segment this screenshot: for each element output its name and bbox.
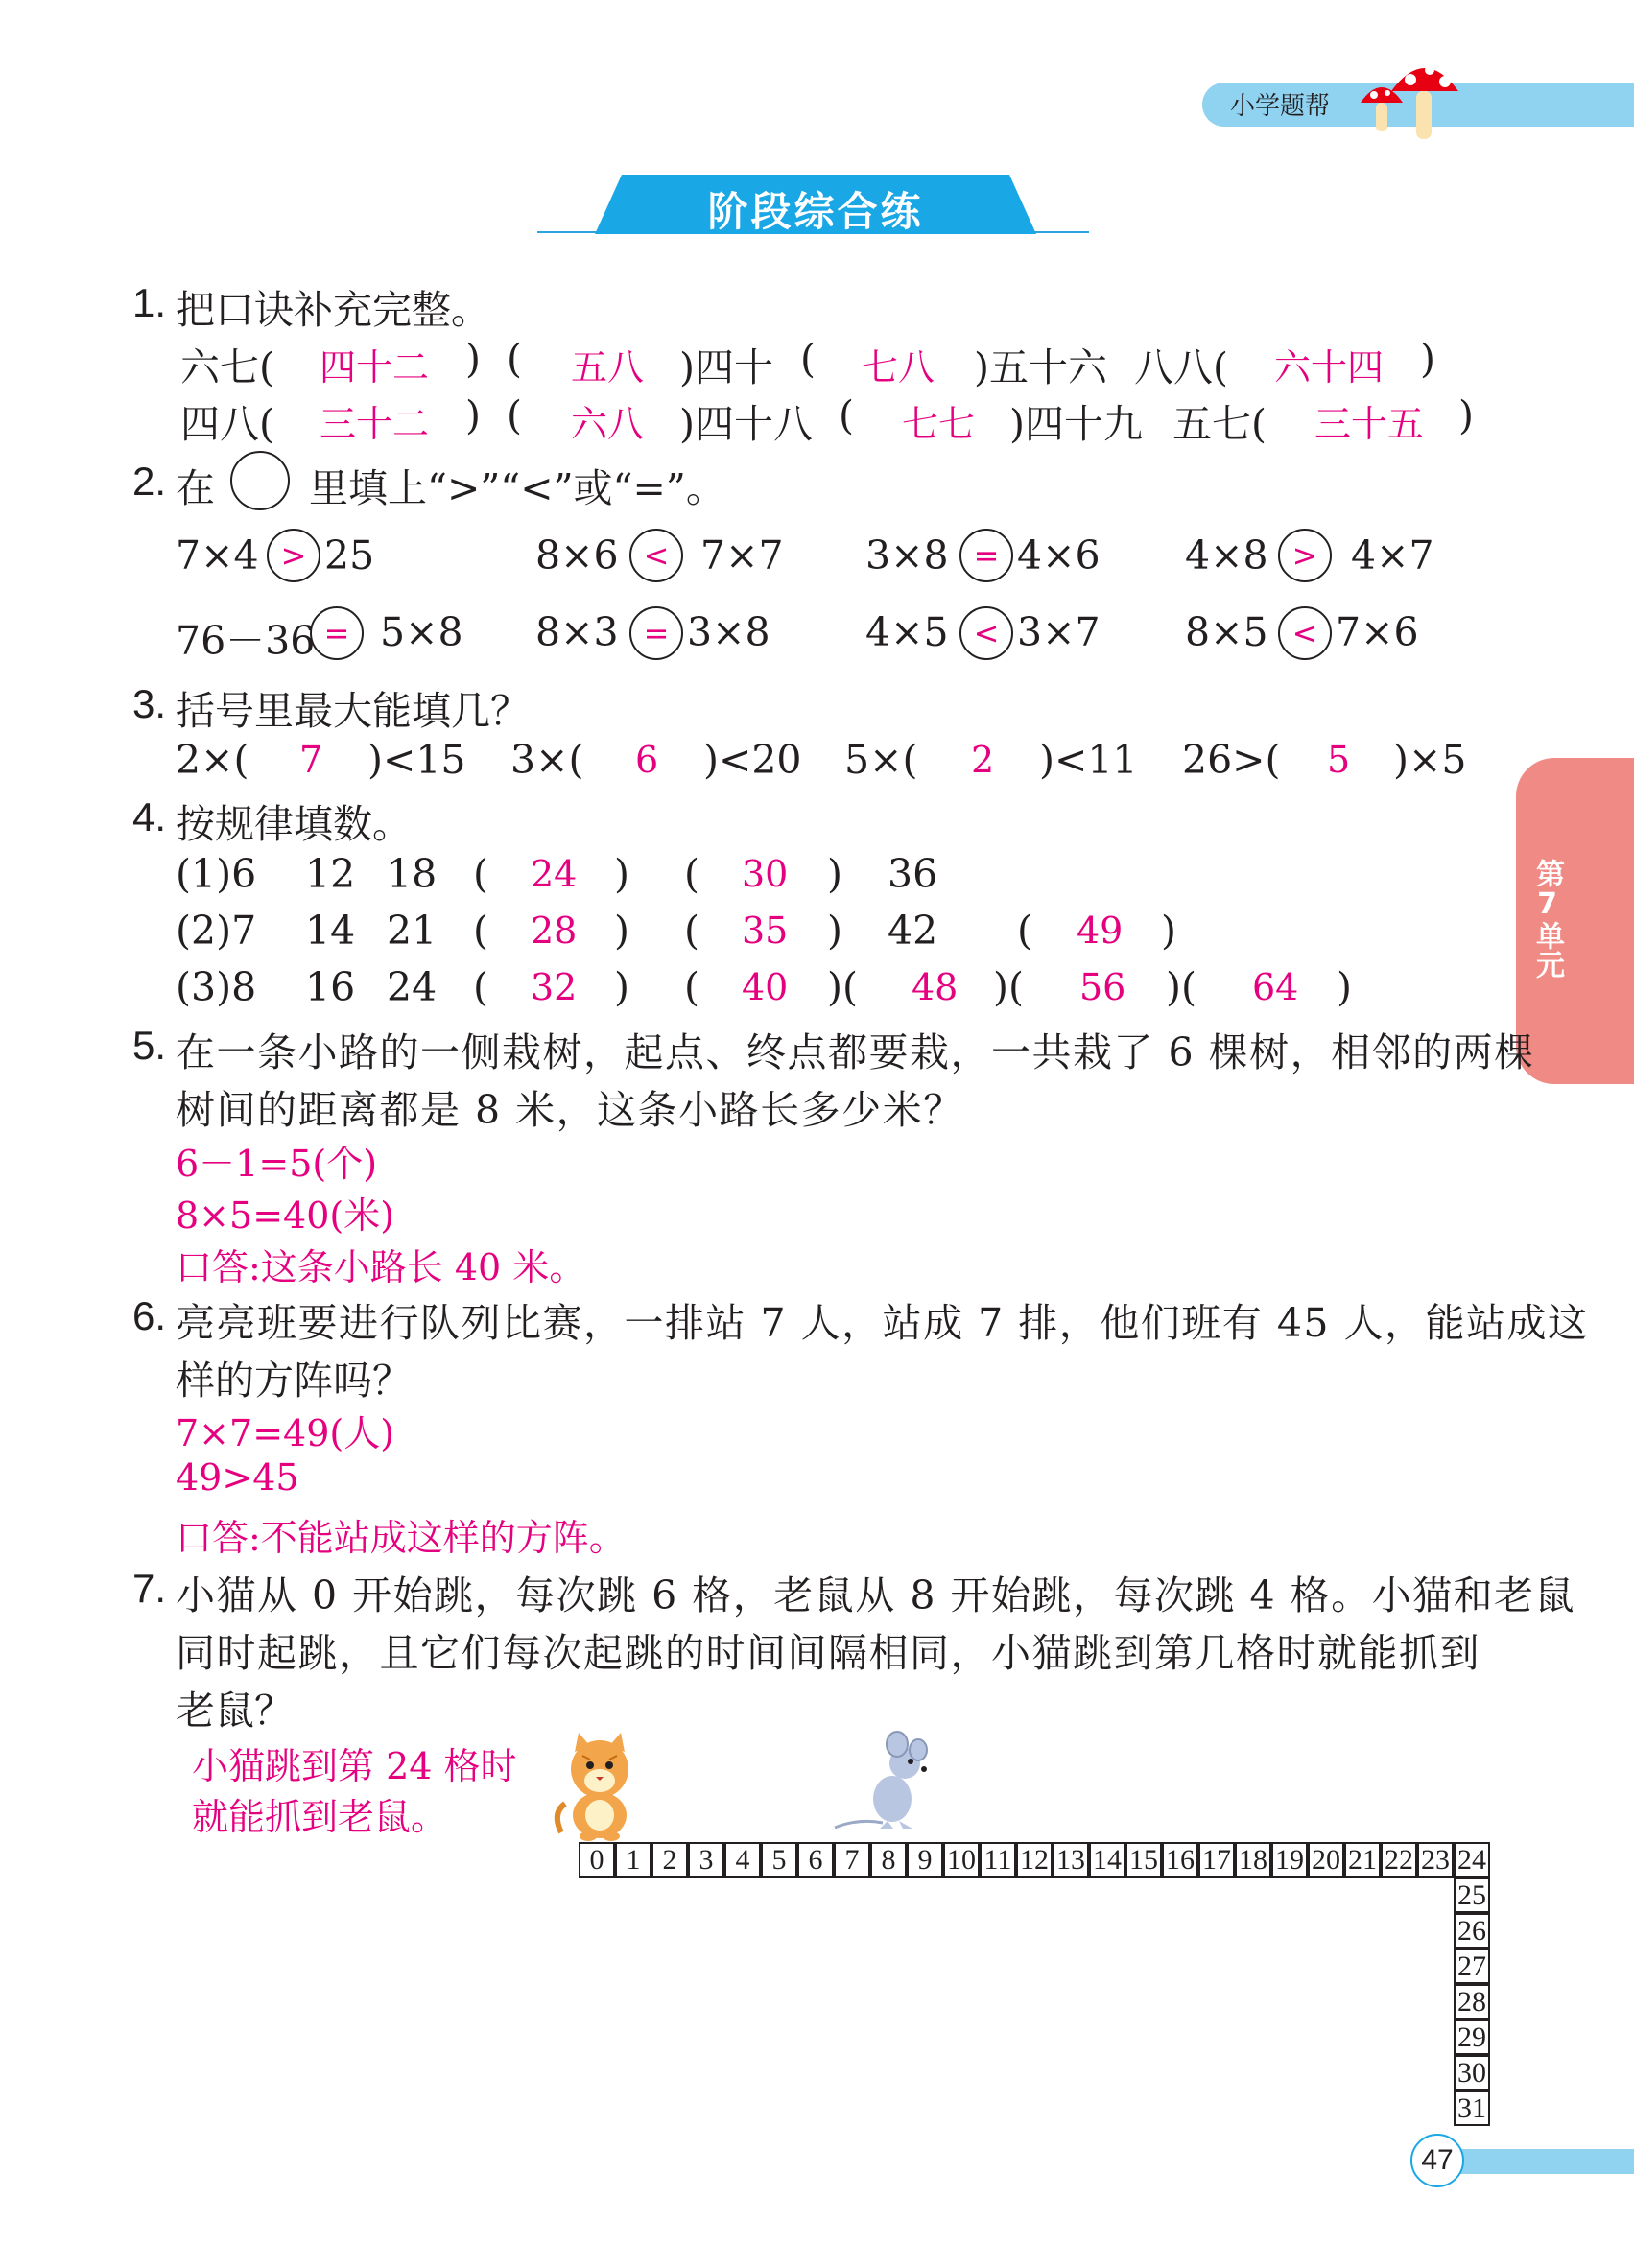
q3-item3-pre: 5×( [844, 737, 918, 783]
q4-r3-given1: 16 [305, 964, 356, 1010]
unit-side-tab-label: 第7单元 [1530, 859, 1564, 979]
q4-r1-label: (1)6 [176, 851, 257, 897]
q1-r2-item4-pre: 五七( [1172, 401, 1267, 447]
q2-r1c3-sign: = [959, 529, 1013, 582]
q4-r3-label: (3)8 [176, 964, 257, 1010]
grid-cell-11: 11 [980, 1842, 1016, 1878]
q6-answer-line1: 7×7=49(人) [176, 1412, 395, 1454]
q2-number: 2. [132, 459, 167, 504]
q1-r1-item1-post: ) [465, 336, 481, 382]
q1-r1-item4-pre: 八八( [1134, 344, 1228, 390]
q1-r1-item1-pre: 六七( [180, 344, 274, 390]
q1-r1-item1-answer: 四十二 [320, 346, 430, 389]
q4-r3-answer2: 40 [742, 966, 789, 1008]
q5-number: 5. [132, 1023, 167, 1068]
q4-r2-paren1-close: ) [614, 908, 629, 954]
q4-r3-answer1: 32 [531, 966, 578, 1008]
q2-r2c4-sign: < [1278, 606, 1332, 660]
q4-r3-paren1-open: ( [473, 964, 488, 1010]
q4-r2-paren3-close: ) [1161, 908, 1176, 954]
q4-r1-given1: 12 [305, 851, 356, 897]
q4-r3-paren2-close: )( [827, 964, 858, 1010]
grid-cell-8: 8 [870, 1842, 907, 1878]
q7-answer-line2: 就能抓到老鼠。 [192, 1796, 448, 1838]
q4-r2-tail: 42 [888, 908, 938, 954]
q2-r2c2-sign: = [629, 606, 683, 660]
q2-r1c3-left: 3×8 [865, 532, 949, 579]
grid-cell-26: 26 [1454, 1913, 1490, 1949]
q6-line2: 样的方阵吗？ [176, 1358, 412, 1404]
q3-number: 3. [132, 681, 167, 726]
q1-r1-item4-post: ) [1420, 336, 1435, 382]
q4-r2-answer2: 35 [742, 910, 789, 952]
q1-r1-item3-pre: ( [800, 336, 816, 382]
grid-cell-3: 3 [688, 1842, 724, 1878]
q4-r1-paren2-close: ) [827, 851, 842, 897]
q3-item4-answer: 5 [1327, 739, 1351, 781]
grid-cell-10: 10 [943, 1842, 980, 1878]
q2-r2c1-left: 76－36 [176, 618, 316, 664]
grid-cell-7: 7 [834, 1842, 870, 1878]
grid-cell-18: 18 [1235, 1842, 1271, 1878]
q3-item2-answer: 6 [635, 739, 659, 781]
q3-item4-post: )×5 [1393, 737, 1467, 783]
grid-cell-20: 20 [1308, 1842, 1344, 1878]
q2-r2c1-right: 5×8 [380, 609, 463, 655]
q7-line2: 同时起跳，且它们每次起跳的时间间隔相同，小猫跳到第几格时就能抓到 [176, 1630, 1480, 1676]
q4-r3-given2: 24 [387, 964, 438, 1010]
q2-r2c1-sign: = [310, 606, 364, 660]
q2-r2c4-right: 7×6 [1336, 609, 1419, 655]
mouse-icon [830, 1727, 945, 1832]
q3-item2-pre: 3×( [510, 737, 584, 783]
q2-r1c1-left: 7×4 [176, 532, 259, 579]
q2-r2c2-left: 8×3 [535, 609, 619, 655]
q4-r2-label: (2)7 [176, 908, 257, 954]
mushroom-icon [1343, 53, 1468, 149]
q2-r2c2-right: 3×8 [687, 609, 770, 655]
q4-r2-paren3-open: ( [1017, 908, 1032, 954]
grid-cell-24: 24 [1454, 1842, 1490, 1878]
q2-r1c4-sign: > [1278, 529, 1332, 582]
q3-title: 括号里最大能填几？ [176, 688, 530, 734]
q3-item4-pre: 26>( [1182, 737, 1281, 783]
q2-r2c3-left: 4×5 [865, 609, 949, 655]
q1-r2-item2-pre: ( [507, 392, 522, 438]
q3-item3-answer: 2 [971, 739, 995, 781]
q2-r1c4-left: 4×8 [1185, 532, 1268, 579]
brand-text: 小学题帮 [1230, 92, 1331, 121]
q1-r2-item3-answer: 七七 [902, 403, 976, 445]
grid-cell-25: 25 [1454, 1878, 1490, 1913]
q4-r1-paren2-open: ( [684, 851, 699, 897]
q4-r3-paren4-close: )( [1166, 964, 1196, 1010]
grid-cell-12: 12 [1016, 1842, 1053, 1878]
q1-r2-item2-answer: 六八 [571, 403, 645, 445]
q5-line1: 在一条小路的一侧栽树，起点、终点都要栽，一共栽了 6 棵树，相邻的两棵 [176, 1029, 1535, 1075]
grid-cell-31: 31 [1454, 2091, 1490, 2126]
q3-item2-post: )<20 [703, 737, 802, 783]
q6-answer-line2: 49>45 [176, 1456, 299, 1499]
grid-cell-19: 19 [1271, 1842, 1308, 1878]
q2-r2c3-sign: < [959, 606, 1013, 660]
q1-r1-item3-post: )五十六 [974, 344, 1107, 390]
q4-r2-paren2-close: ) [827, 908, 842, 954]
q4-r1-tail: 36 [888, 851, 938, 897]
q6-answer-line3: 口答:不能站成这样的方阵。 [176, 1517, 626, 1559]
q1-r2-item3-post: )四十九 [1009, 401, 1143, 447]
grid-cell-27: 27 [1454, 1949, 1490, 1984]
q1-r1-item2-post: )四十 [679, 344, 773, 390]
cat-icon [552, 1727, 648, 1842]
q1-r2-item1-answer: 三十二 [320, 403, 430, 445]
grid-cell-9: 9 [907, 1842, 943, 1878]
grid-cell-2: 2 [651, 1842, 688, 1878]
q4-r2-given2: 21 [387, 908, 438, 954]
grid-cell-28: 28 [1454, 1984, 1490, 2020]
grid-cell-21: 21 [1344, 1842, 1381, 1878]
q2-r1c1-right: 25 [324, 532, 375, 579]
q7-answer-line1: 小猫跳到第 24 格时 [192, 1745, 517, 1787]
q2-r1c1-sign: > [267, 529, 320, 582]
q1-r1-item2-answer: 五八 [571, 346, 645, 389]
q1-r2-item4-post: ) [1458, 392, 1474, 438]
q2-title-pre: 在 [176, 465, 215, 511]
grid-cell-5: 5 [761, 1842, 797, 1878]
q4-r3-answer5: 64 [1252, 966, 1299, 1008]
q1-number: 1. [132, 280, 167, 325]
q4-r3-answer3: 48 [912, 966, 959, 1008]
q4-r2-paren2-open: ( [684, 908, 699, 954]
q2-r1c3-right: 4×6 [1017, 532, 1101, 579]
grid-cell-0: 0 [579, 1842, 615, 1878]
q1-r1-item2-pre: ( [507, 336, 522, 382]
q4-r3-answer4: 56 [1079, 966, 1126, 1008]
q5-answer-line1: 6－1=5(个) [176, 1143, 378, 1185]
page-number: 47 [1410, 2134, 1464, 2187]
q4-title: 按规律填数。 [176, 801, 412, 847]
q4-r1-paren1-close: ) [614, 851, 629, 897]
q1-r2-item4-answer: 三十五 [1314, 403, 1425, 445]
page-number-bar [1439, 2149, 1634, 2174]
q3-item1-pre: 2×( [176, 737, 249, 783]
q6-number: 6. [132, 1293, 167, 1338]
q3-item1-post: )<15 [367, 737, 466, 783]
q4-r3-paren1-close: ) [614, 964, 629, 1010]
q2-empty-circle-icon [230, 451, 290, 510]
q4-r2-answer1: 28 [531, 910, 578, 952]
q5-answer-line2: 8×5=40(米) [176, 1194, 395, 1237]
q4-r1-answer2: 30 [742, 853, 789, 895]
q2-r1c2-right: 7×7 [700, 532, 784, 579]
q3-item1-answer: 7 [299, 739, 323, 781]
q4-r3-paren5-close: ) [1337, 964, 1352, 1010]
q4-r1-answer1: 24 [531, 853, 578, 895]
q4-r2-answer3: 49 [1077, 910, 1124, 952]
q1-r2-item3-pre: ( [839, 392, 854, 438]
q5-answer-line3: 口答:这条小路长 40 米。 [176, 1246, 586, 1288]
grid-cell-14: 14 [1089, 1842, 1125, 1878]
q7-line1: 小猫从 0 开始跳，每次跳 6 格，老鼠从 8 开始跳，每次跳 4 格。小猫和老鼠 [176, 1572, 1576, 1618]
grid-cell-15: 15 [1125, 1842, 1162, 1878]
grid-cell-17: 17 [1198, 1842, 1235, 1878]
grid-cell-4: 4 [724, 1842, 761, 1878]
q4-r2-paren1-open: ( [473, 908, 488, 954]
q4-number: 4. [132, 794, 167, 839]
q2-title-post: 里填上“>”“<”或“=”。 [309, 465, 725, 511]
grid-cell-1: 1 [615, 1842, 651, 1878]
q1-r2-item1-post: ) [465, 392, 481, 438]
q1-r2-item2-post: )四十八 [679, 401, 813, 447]
q4-r1-paren1-open: ( [473, 851, 488, 897]
q5-line2: 树间的距离都是 8 米，这条小路长多少米？ [176, 1087, 964, 1133]
q7-line3: 老鼠？ [176, 1688, 294, 1734]
grid-cell-6: 6 [797, 1842, 834, 1878]
grid-cell-23: 23 [1417, 1842, 1454, 1878]
q4-r3-paren2-open: ( [684, 964, 699, 1010]
q1-r1-item4-answer: 六十四 [1274, 346, 1385, 389]
grid-cell-30: 30 [1454, 2055, 1490, 2091]
q4-r1-given2: 18 [387, 851, 438, 897]
q6-line1: 亮亮班要进行队列比赛，一排站 7 人，站成 7 排，他们班有 45 人，能站成这 [176, 1300, 1589, 1346]
q1-title: 把口诀补充完整。 [176, 287, 490, 333]
q3-item3-post: )<11 [1039, 737, 1138, 783]
q2-r2c3-right: 3×7 [1017, 609, 1101, 655]
q1-r2-item1-pre: 四八( [180, 401, 274, 447]
grid-cell-22: 22 [1381, 1842, 1417, 1878]
q7-number: 7. [132, 1566, 167, 1611]
q2-r1c4-right: 4×7 [1351, 532, 1434, 579]
grid-cell-16: 16 [1162, 1842, 1198, 1878]
q1-r1-item3-answer: 七八 [862, 346, 935, 389]
q4-r3-paren3-close: )( [993, 964, 1024, 1010]
q4-r2-given1: 14 [305, 908, 356, 954]
q2-r2c4-left: 8×5 [1185, 609, 1268, 655]
q2-r1c2-sign: < [629, 529, 683, 582]
q2-r1c2-left: 8×6 [535, 532, 619, 579]
grid-cell-29: 29 [1454, 2020, 1490, 2055]
grid-cell-13: 13 [1053, 1842, 1089, 1878]
section-title: 阶段综合练 [707, 188, 924, 235]
